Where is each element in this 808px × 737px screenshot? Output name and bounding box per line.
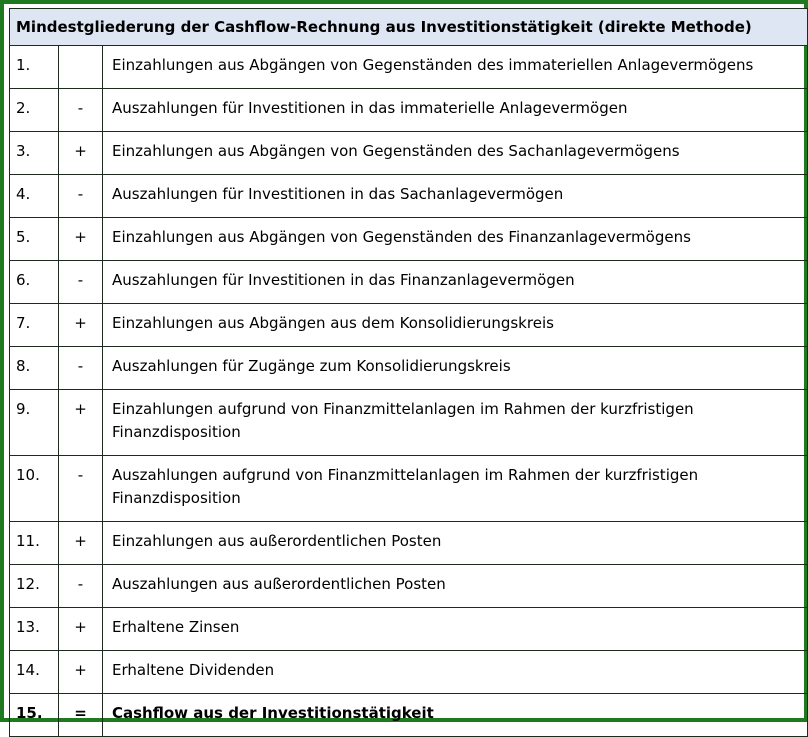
table-row: [10, 565, 808, 608]
table-row: [10, 304, 808, 347]
row-operator: +: [59, 651, 103, 694]
row-number: 6.: [10, 261, 59, 304]
row-description: Einzahlungen aus Abgängen von Gegenständen des immateriellen Anlagevermögens: [103, 46, 808, 89]
row-operator: -: [59, 347, 103, 390]
row-description: Einzahlungen aus außerordentlichen Posten: [103, 522, 808, 565]
table-row: [10, 390, 808, 456]
row-operator: -: [59, 261, 103, 304]
row-number: 3.: [10, 132, 59, 175]
table-row: [10, 456, 808, 522]
row-operator: -: [59, 175, 103, 218]
row-number: 4.: [10, 175, 59, 218]
cashflow-table: [9, 8, 808, 737]
row-description: Erhaltene Dividenden: [103, 651, 808, 694]
table-total-row: [10, 694, 808, 737]
row-operator: =: [59, 694, 103, 737]
row-operator: -: [59, 89, 103, 132]
row-operator: +: [59, 522, 103, 565]
row-operator: +: [59, 132, 103, 175]
row-operator: +: [59, 608, 103, 651]
table-row: [10, 261, 808, 304]
row-number: 15.: [10, 694, 59, 737]
row-description: Auszahlungen aus außerordentlichen Posten: [103, 565, 808, 608]
row-description: Auszahlungen für Zugänge zum Konsolidierungskreis: [103, 347, 808, 390]
row-description: Einzahlungen aufgrund von Finanzmittelanlagen im Rahmen der kurzfristigen Finanzdisposition: [103, 390, 808, 456]
table-row: [10, 89, 808, 132]
row-operator: -: [59, 456, 103, 522]
row-operator: [59, 46, 103, 89]
table-row: [10, 608, 808, 651]
table-row: [10, 132, 808, 175]
row-description: Cashflow aus der Investitionstätigkeit: [103, 694, 808, 737]
row-number: 12.: [10, 565, 59, 608]
table-row: [10, 651, 808, 694]
table-row: [10, 347, 808, 390]
row-description: Einzahlungen aus Abgängen aus dem Konsolidierungskreis: [103, 304, 808, 347]
table-row: [10, 522, 808, 565]
table-row: [10, 175, 808, 218]
row-description: Einzahlungen aus Abgängen von Gegenständen des Finanzanlagevermögens: [103, 218, 808, 261]
row-operator: +: [59, 218, 103, 261]
row-description: Auszahlungen aufgrund von Finanzmittelanlagen im Rahmen der kurzfristigen Finanzdisposition: [103, 456, 808, 522]
table-title-row: [10, 9, 808, 46]
row-operator: +: [59, 304, 103, 347]
row-operator: -: [59, 565, 103, 608]
row-description: Auszahlungen für Investitionen in das Finanzanlagevermögen: [103, 261, 808, 304]
row-number: 9.: [10, 390, 59, 456]
row-description: Auszahlungen für Investitionen in das Sachanlagevermögen: [103, 175, 808, 218]
row-number: 13.: [10, 608, 59, 651]
row-description: Auszahlungen für Investitionen in das immaterielle Anlagevermögen: [103, 89, 808, 132]
row-description: Einzahlungen aus Abgängen von Gegenständen des Sachanlagevermögens: [103, 132, 808, 175]
row-number: 5.: [10, 218, 59, 261]
row-number: 11.: [10, 522, 59, 565]
row-number: 10.: [10, 456, 59, 522]
row-number: 7.: [10, 304, 59, 347]
table-row: [10, 218, 808, 261]
table-row: [10, 46, 808, 89]
table-title: Mindestgliederung der Cashflow-Rechnung aus Investitionstätigkeit (direkte Methode): [10, 9, 808, 46]
row-operator: +: [59, 390, 103, 456]
row-number: 8.: [10, 347, 59, 390]
row-number: 14.: [10, 651, 59, 694]
row-description: Erhaltene Zinsen: [103, 608, 808, 651]
row-number: 1.: [10, 46, 59, 89]
row-number: 2.: [10, 89, 59, 132]
